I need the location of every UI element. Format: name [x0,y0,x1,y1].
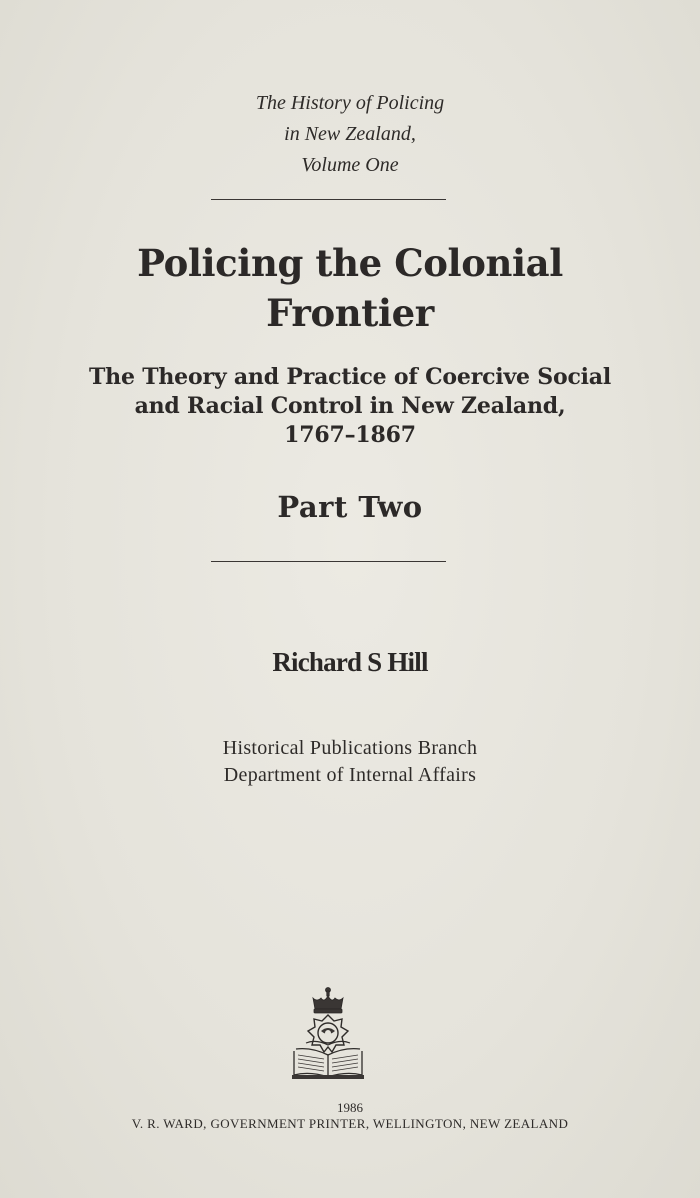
title-line-1: Policing the Colonial [137,241,563,285]
author-name: Richard S Hill [272,647,428,677]
series-line-3: Volume One [301,154,399,176]
subtitle-line-3: 1767–1867 [284,422,416,448]
printer-imprint: V. R. WARD, GOVERNMENT PRINTER, WELLINGTON, NEW ZEALAND [131,1116,569,1131]
series-title [0,88,700,181]
subtitle-line-1: The Theory and Practice of Coercive Social [88,364,612,390]
series-line-2: in New Zealand, [284,123,416,145]
part-label: Part Two [277,490,423,524]
book-subtitle [0,363,700,450]
publisher [0,735,700,789]
divider-bottom [211,561,446,562]
government-crest-icon [288,985,368,1083]
series-line-1: The History of Policing [255,92,445,114]
title-line-2: Frontier [266,291,434,335]
book-title [0,238,700,338]
subtitle-line-2: and Racial Control in New Zealand, [134,393,566,419]
publisher-line-1: Historical Publications Branch [222,737,478,759]
divider-top [211,199,446,200]
publisher-line-2: Department of Internal Affairs [223,764,477,786]
publication-year: 1986 [337,1100,363,1115]
